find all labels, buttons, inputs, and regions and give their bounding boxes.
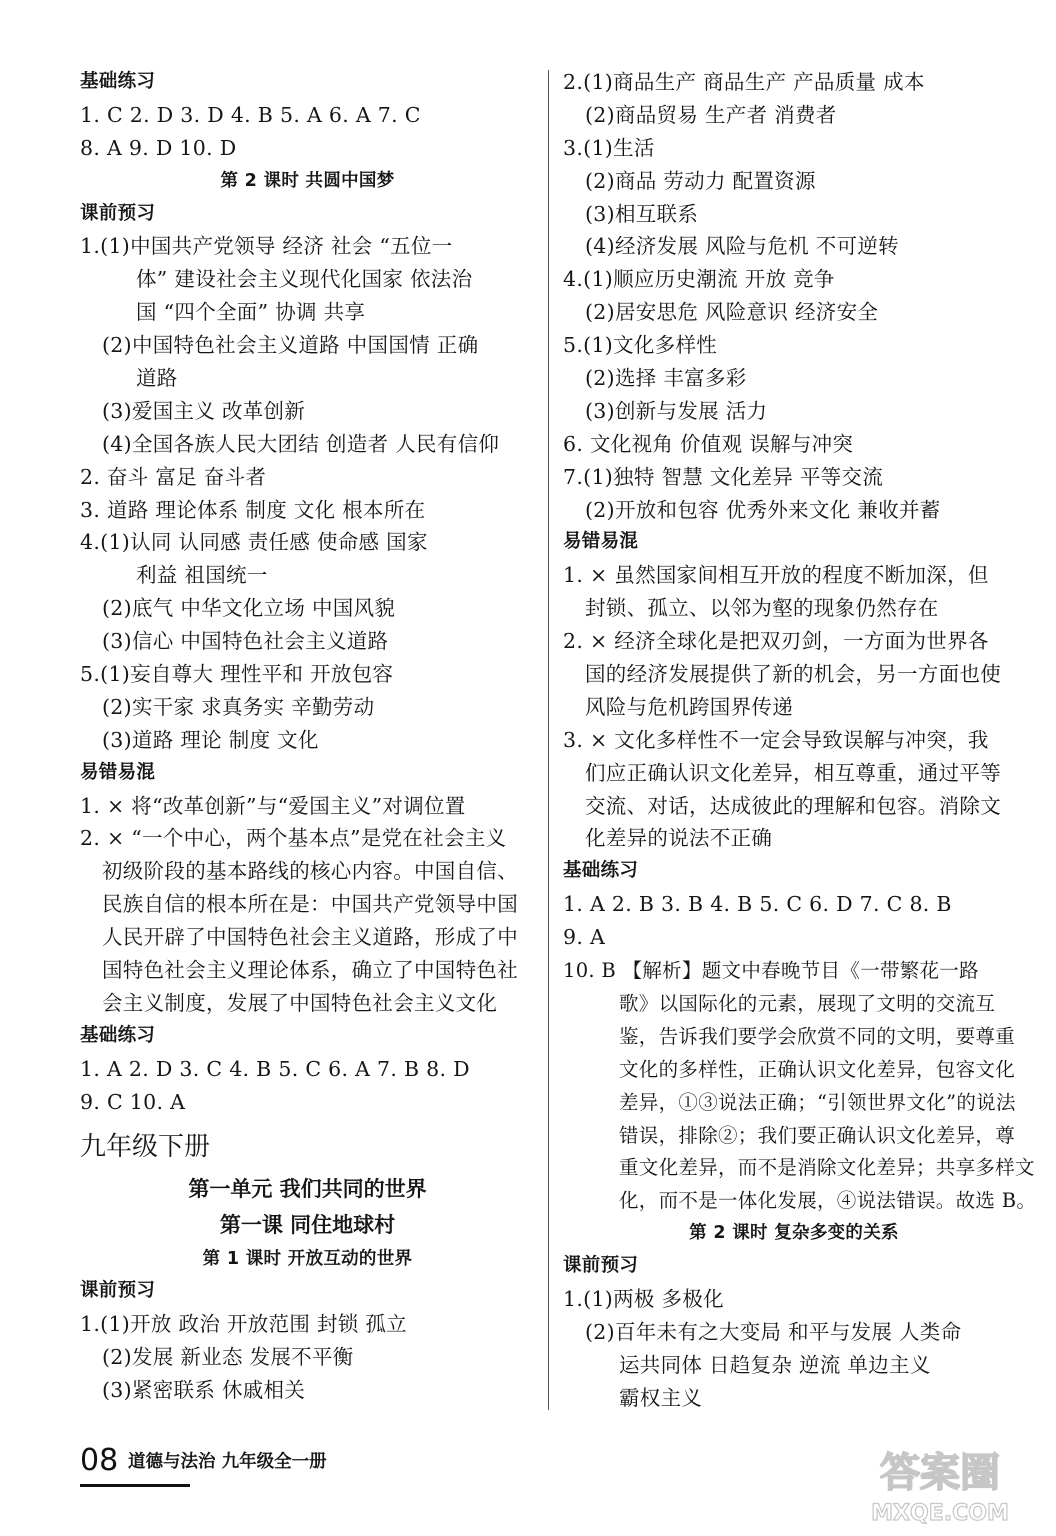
watermark-logo — [850, 1438, 1030, 1528]
line-text: 易错易混 — [80, 761, 156, 783]
line-text: 重文化差异，而不是消除文化差异；共享多样文 — [619, 1156, 1035, 1180]
line-text: (2)商品贸易 生产者 消费者 — [585, 102, 837, 127]
line-text: 2. × 经济全球化是把双刃剑，一方面为世界各 — [563, 629, 989, 654]
line-text: 国 “四个全面” 协调 共享 — [136, 300, 366, 325]
line-text: (2)选择 丰富多彩 — [585, 366, 747, 391]
line-text: 1. C 2. D 3. D 4. B 5. A 6. A 7. C — [80, 102, 421, 127]
line-text: 9. A — [563, 925, 606, 950]
line-text: 风险与危机跨国界传递 — [585, 694, 793, 719]
lesson-title — [563, 1217, 1025, 1250]
lesson-title — [80, 165, 535, 198]
section-heading — [80, 198, 535, 231]
line-text: 易错易混 — [563, 531, 639, 553]
line-text: 化差异的说法不正确 — [585, 826, 773, 851]
analysis-line — [563, 954, 1025, 987]
line-text: 基础练习 — [80, 1024, 156, 1046]
line-text: 9. C 10. A — [80, 1089, 186, 1114]
analysis-line-continued — [563, 1020, 1025, 1053]
answer-line-continued — [80, 296, 535, 329]
line-text: 第 1 课时 开放互动的世界 — [202, 1248, 413, 1269]
line-text: (2)实干家 求真务实 辛勤劳动 — [102, 694, 375, 719]
line-text: 错误，排除②；我们要正确认识文化差异，尊 — [619, 1123, 1016, 1147]
unit-title — [80, 1207, 535, 1243]
line-text: 基础练习 — [563, 860, 639, 882]
answer-line-continued — [563, 494, 1025, 527]
line-text: 5.(1)文化多样性 — [563, 333, 718, 358]
section-heading — [80, 757, 535, 790]
line-text: (3)相互联系 — [585, 201, 699, 226]
answer-line-continued — [80, 329, 535, 362]
answer-line — [80, 230, 535, 263]
line-text: 6. 文化视角 价值观 误解与冲突 — [563, 431, 854, 456]
line-text: 2. 奋斗 富足 奋斗者 — [80, 464, 267, 489]
answer-line-continued — [563, 165, 1025, 198]
answer-line — [563, 263, 1025, 296]
line-text: 3.(1)生活 — [563, 135, 655, 160]
answer-line — [80, 132, 535, 165]
answer-line-continued — [80, 559, 535, 592]
line-text: 们应正确认识文化差异，相互尊重，通过平等 — [585, 760, 1001, 785]
line-text: 交流、对话，达成彼此的理解和包容。消除文 — [585, 793, 1001, 818]
analysis-line-continued — [563, 1184, 1037, 1217]
line-text: (2)居安思危 风险意识 经济安全 — [585, 300, 879, 325]
analysis-line-continued — [563, 1151, 1035, 1184]
page-number: 08 — [80, 1443, 119, 1478]
left-column — [80, 66, 535, 1407]
unit-title — [80, 1171, 535, 1207]
answer-line-continued — [80, 954, 535, 987]
line-text: (3)创新与发展 活力 — [585, 398, 768, 423]
line-text: 霸权主义 — [619, 1385, 703, 1410]
line-text: 人民开辟了中国特色社会主义道路，形成了中 — [102, 925, 518, 950]
line-text: 道路 — [136, 366, 178, 391]
section-heading — [563, 1250, 1025, 1283]
line-text: (2)开放和包容 优秀外来文化 兼收并蓄 — [585, 497, 941, 522]
answer-line-continued — [80, 395, 535, 428]
section-heading — [80, 1020, 535, 1053]
answer-line — [563, 66, 1025, 99]
line-text: 课前预习 — [80, 1280, 156, 1302]
answer-line-continued — [80, 921, 535, 954]
answer-line-continued — [80, 625, 535, 658]
column-divider — [548, 70, 549, 1410]
answer-line — [563, 625, 1025, 658]
answer-line-continued — [563, 790, 1025, 823]
line-text: 8. A 9. D 10. D — [80, 135, 237, 160]
answer-line-continued — [563, 1382, 1025, 1415]
answer-line-continued — [80, 855, 535, 888]
section-heading — [80, 66, 535, 99]
answer-line-continued — [80, 724, 535, 757]
answer-line — [563, 329, 1025, 362]
line-text: 第一单元 我们共同的世界 — [188, 1176, 427, 1201]
line-text: (2)中国特色社会主义道路 中国国情 正确 — [102, 333, 479, 358]
line-text: 5.(1)妄自尊大 理性平和 开放包容 — [80, 662, 394, 687]
line-text: 差异，①③说法正确；“引领世界文化”的说法 — [619, 1090, 1016, 1114]
volume-title — [80, 1127, 535, 1171]
right-column — [563, 66, 1037, 1415]
watermark-url: MXQE.COM — [871, 1501, 1009, 1526]
analysis-line-continued — [563, 987, 1025, 1020]
line-text: 国的经济发展提供了新的机会，另一方面也使 — [585, 662, 1001, 687]
line-text: 化，而不是一体化发展，④说法错误。故选 B。 — [619, 1189, 1037, 1213]
analysis-line-continued — [563, 1086, 1025, 1119]
line-text: (4)经济发展 风险与危机 不可逆转 — [585, 234, 899, 259]
answer-line-continued — [563, 592, 1025, 625]
line-text: 会主义制度，发展了中国特色社会主义文化 — [102, 990, 498, 1015]
answer-line-continued — [563, 198, 1025, 231]
section-heading — [563, 526, 1025, 559]
answer-line-continued — [563, 822, 1025, 855]
answer-line — [563, 428, 1025, 461]
answer-line-continued — [80, 592, 535, 625]
answer-line-continued — [563, 230, 1025, 263]
line-text: 1.(1)开放 政治 开放范围 封锁 孤立 — [80, 1312, 407, 1337]
line-text: 1. A 2. B 3. B 4. B 5. C 6. D 7. C 8. B — [563, 892, 952, 917]
answer-line-continued — [563, 658, 1025, 691]
line-text: 1.(1)两极 多极化 — [563, 1286, 724, 1311]
line-text: 封锁、孤立、以邻为壑的现象仍然存在 — [585, 596, 939, 621]
answer-line-continued — [563, 691, 1025, 724]
answer-line-continued — [80, 1341, 535, 1374]
analysis-line-continued — [563, 1119, 1025, 1152]
answer-line — [563, 461, 1025, 494]
line-text: (2)底气 中华文化立场 中国风貌 — [102, 596, 396, 621]
line-text: 1. × 虽然国家间相互开放的程度不断加深，但 — [563, 563, 989, 588]
line-text: 10. B 【解析】题文中春晚节目《一带繁花一路 — [563, 959, 979, 983]
line-text: 4.(1)顺应历史潮流 开放 竞争 — [563, 267, 835, 292]
answer-line — [80, 658, 535, 691]
line-text: 课前预习 — [563, 1255, 639, 1277]
answer-line-continued — [563, 1349, 1025, 1382]
line-text: 体” 建设社会主义现代化国家 依法治 — [136, 267, 473, 292]
page-footer — [80, 1444, 410, 1488]
answer-line-continued — [563, 757, 1025, 790]
line-text: (3)道路 理论 制度 文化 — [102, 727, 319, 752]
answer-line — [563, 1283, 1025, 1316]
answer-line-continued — [80, 263, 535, 296]
line-text: 7.(1)独特 智慧 文化差异 平等交流 — [563, 464, 884, 489]
line-text: 2.(1)商品生产 商品生产 产品质量 成本 — [563, 70, 925, 94]
footer-rule — [80, 1484, 190, 1487]
line-text: 1.(1)中国共产党领导 经济 社会 “五位一 — [80, 234, 453, 259]
line-text: 九年级下册 — [80, 1131, 211, 1162]
answer-line — [563, 132, 1025, 165]
line-text: 第 2 课时 共圆中国梦 — [220, 170, 395, 191]
line-text: 2. × “一个中心，两个基本点”是党在社会主义 — [80, 826, 507, 851]
answer-line — [563, 888, 1025, 921]
answer-line — [563, 559, 1025, 592]
answer-line-continued — [563, 1316, 1025, 1349]
line-text: 民族自信的根本所在是：中国共产党领导中国 — [102, 892, 518, 917]
line-text: (3)信心 中国特色社会主义道路 — [102, 629, 389, 654]
line-text: 第 2 课时 复杂多变的关系 — [689, 1223, 899, 1244]
section-heading — [563, 855, 1025, 888]
answer-line-continued — [80, 691, 535, 724]
answer-line — [80, 99, 535, 132]
answer-line-continued — [80, 987, 535, 1020]
book-title: 道德与法治 九年级全一册 — [128, 1452, 327, 1472]
watermark-text: 答案圈 — [880, 1450, 1000, 1496]
answer-line — [80, 1053, 535, 1086]
line-text: 国特色社会主义理论体系，确立了中国特色社 — [102, 958, 518, 983]
answer-line-continued — [563, 296, 1025, 329]
line-text: (4)全国各族人民大团结 创造者 人民有信仰 — [102, 431, 500, 456]
answer-line — [80, 461, 535, 494]
lesson-title — [80, 1243, 535, 1276]
line-text: (2)商品 劳动力 配置资源 — [585, 168, 816, 193]
line-text: 利益 祖国统一 — [136, 563, 268, 588]
line-text: 1. × 将“改革创新”与“爱国主义”对调位置 — [80, 793, 466, 818]
line-text: 鉴，告诉我们要学会欣赏不同的文明，要尊重 — [619, 1024, 1016, 1048]
line-text: (3)爱国主义 改革创新 — [102, 398, 306, 423]
line-text: 课前预习 — [80, 202, 156, 224]
answer-line-continued — [563, 362, 1025, 395]
answer-line-continued — [563, 99, 1025, 132]
answer-line-continued — [80, 888, 535, 921]
answer-line-continued — [80, 1374, 535, 1407]
answer-line — [563, 724, 1025, 757]
line-text: 3. × 文化多样性不一定会导致误解与冲突，我 — [563, 727, 989, 752]
line-text: 基础练习 — [80, 71, 156, 92]
answer-line — [563, 921, 1025, 954]
answer-line-continued — [563, 395, 1025, 428]
line-text: 运共同体 日趋复杂 逆流 单边主义 — [619, 1352, 931, 1377]
analysis-line-continued — [563, 1053, 1025, 1086]
line-text: 第一课 同住地球村 — [219, 1212, 396, 1237]
line-text: (2)百年未有之大变局 和平与发展 人类命 — [585, 1319, 962, 1344]
line-text: 歌》以国际化的元素，展现了文明的交流互 — [619, 991, 996, 1015]
answer-line — [80, 1086, 535, 1119]
answer-line — [80, 790, 535, 823]
line-text: (3)紧密联系 休戚相关 — [102, 1378, 306, 1403]
answer-line — [80, 494, 535, 527]
section-heading — [80, 1275, 535, 1308]
line-text: (2)发展 新业态 发展不平衡 — [102, 1345, 354, 1370]
line-text: 初级阶段的基本路线的核心内容。中国自信、 — [102, 859, 518, 884]
answer-line — [80, 1308, 535, 1341]
answer-line — [80, 822, 535, 855]
answer-line-continued — [80, 362, 535, 395]
line-text: 4.(1)认同 认同感 责任感 使命感 国家 — [80, 530, 428, 555]
line-text: 3. 道路 理论体系 制度 文化 根本所在 — [80, 497, 426, 522]
line-text: 文化的多样性，正确认识文化差异，包容文化 — [619, 1057, 1016, 1081]
answer-line-continued — [80, 428, 535, 461]
line-text: 1. A 2. D 3. C 4. B 5. C 6. A 7. B 8. D — [80, 1056, 470, 1081]
answer-line — [80, 526, 535, 559]
